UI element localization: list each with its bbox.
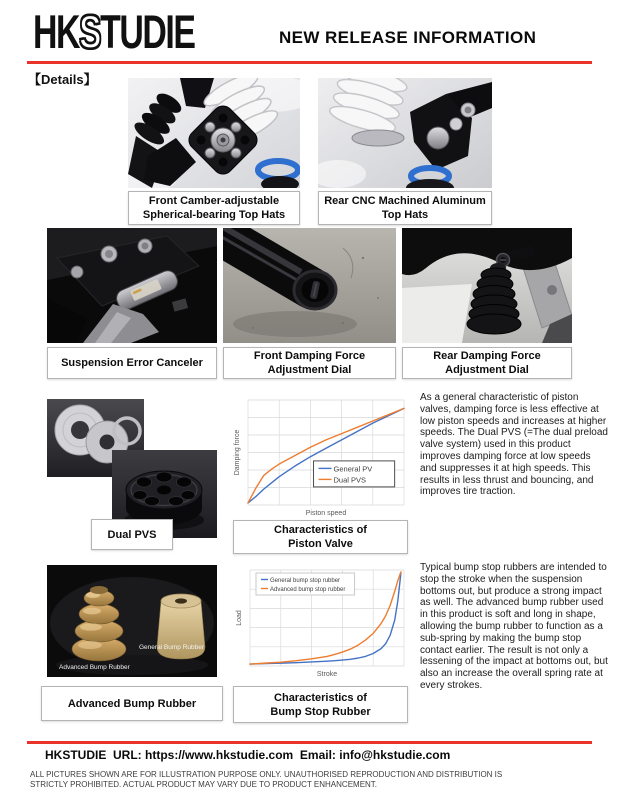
footer-divider-line <box>27 741 592 744</box>
caption-front-dial: Front Damping Force Adjustment Dial <box>223 347 396 379</box>
disclaimer-text: ALL PICTURES SHOWN ARE FOR ILLUSTRATION PURPOSE ONLY. UNAUTHORISED REPRODUCTION AND DISTRIBUTION IS STRICTLY PROHIBITED. ACTUAL PRODUCT MAY VARY DUE TO PRODUCT ENHANCEMENT. <box>30 770 503 789</box>
svg-text:Advanced bump stop rubber: Advanced bump stop rubber <box>270 586 346 593</box>
photo-rear-damping-dial <box>402 228 572 343</box>
caption-bump-chart: Characteristics of Bump Stop Rubber <box>233 686 408 723</box>
svg-text:General PV: General PV <box>333 464 373 474</box>
svg-text:General bump stop rubber: General bump stop rubber <box>270 577 341 584</box>
svg-text:Damping force: Damping force <box>234 429 241 476</box>
logo-outlined-s: S <box>79 5 101 58</box>
header-divider-line <box>27 61 592 64</box>
contact-line: HKSTUDIE URL: https://www.hkstudie.com Email: info@hkstudie.com <box>45 748 451 762</box>
svg-text:Dual PVS: Dual PVS <box>333 475 367 485</box>
caption-rear-dial: Rear Damping Force Adjustment Dial <box>402 347 572 379</box>
photo-front-camber-tophat <box>128 78 300 188</box>
details-heading: 【Details】 <box>28 72 97 87</box>
page-title: NEW RELEASE INFORMATION <box>279 28 537 47</box>
photo-front-damping-dial <box>223 228 396 343</box>
svg-text:Stroke: Stroke <box>316 671 338 678</box>
bump-stop-chart <box>235 566 408 679</box>
photo-bump-rubbers <box>47 565 217 677</box>
bump-rubber-description: Typical bump stop rubbers are intended to stop the stroke when the suspension bottoms out, but produce a strong impact as well. The advanced bump rubber used in this product is soft and long in shape, allowing the bump rubber to function as a sub-spring by making the bump stop contact earlier. The result is not only a lessening of the impact at bottoms out, but also an increase the overall spring rate at every strokes. <box>420 562 608 691</box>
caption-front-tophat: Front Camber-adjustable Spherical-bearing Top Hats <box>128 191 300 225</box>
photo-label-advanced-bump: Advanced Bump Rubber <box>59 664 130 671</box>
photo-suspension-error-canceler <box>47 228 217 343</box>
logo-text-right: TUDIE <box>100 5 195 58</box>
piston-valve-chart <box>233 396 408 518</box>
piston-valve-description: As a general characteristic of piston valves, damping force is less effective at low piston speeds and increases at higher speeds. The Dual PVS (=The dual preload valve system) used in this product improves damping force at low speeds and suppresses it at high speeds. This results in less thrust and bouncing, and improves tire traction. <box>420 392 608 498</box>
logo-text-left: HK <box>33 5 80 58</box>
caption-rear-tophat: Rear CNC Machined Aluminum Top Hats <box>318 191 492 225</box>
hkstudie-logo <box>33 4 194 59</box>
svg-text:Piston speed: Piston speed <box>305 510 347 517</box>
caption-advanced-bump-rubber: Advanced Bump Rubber <box>41 686 223 721</box>
caption-dual-pvs: Dual PVS <box>91 519 173 550</box>
svg-text:Load: Load <box>236 610 243 626</box>
photo-label-general-bump: General Bump Rubber <box>139 644 205 651</box>
photo-rear-cnc-tophat <box>318 78 492 188</box>
caption-piston-chart: Characteristics of Piston Valve <box>233 520 408 554</box>
caption-error-canceler: Suspension Error Canceler <box>47 347 217 379</box>
